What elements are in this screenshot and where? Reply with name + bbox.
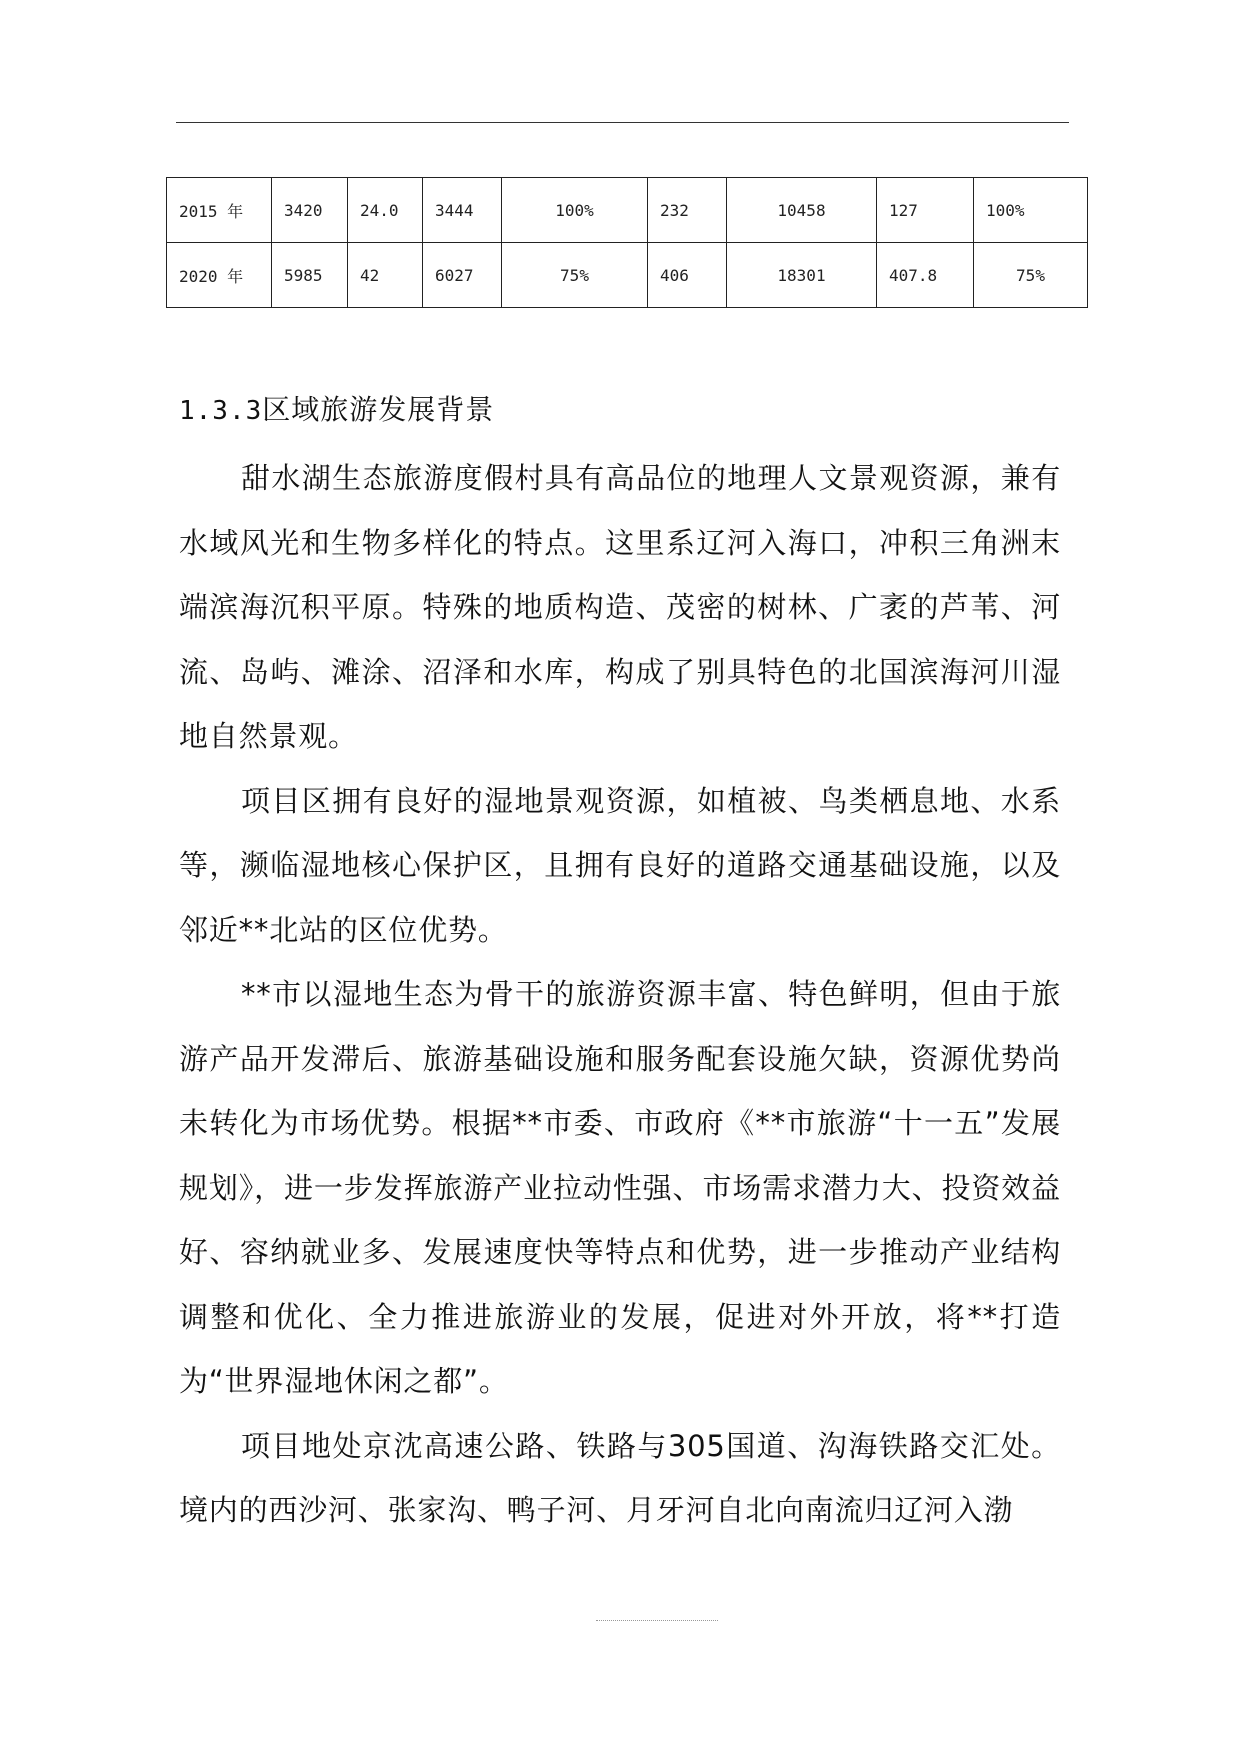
table-cell: 100% — [502, 178, 648, 243]
table-cell: 2020 年 — [167, 243, 272, 308]
table-cell: 42 — [348, 243, 423, 308]
section-number: 1.3.3 — [179, 396, 263, 426]
header-rule — [176, 122, 1069, 123]
table-cell: 127 — [877, 178, 974, 243]
body-text — [179, 446, 1061, 1543]
table-cell: 2015 年 — [167, 178, 272, 243]
table-cell: 75% — [974, 243, 1088, 308]
table-row — [167, 178, 1088, 243]
table-cell: 406 — [648, 243, 727, 308]
section-title: 区域旅游发展背景 — [262, 393, 495, 426]
table-cell: 6027 — [423, 243, 502, 308]
table-cell: 18301 — [727, 243, 877, 308]
table-cell: 10458 — [727, 178, 877, 243]
paragraph: **市以湿地生态为骨干的旅游资源丰富、特色鲜明，但由于旅游产品开发滞后、旅游基础设施和服务配套设施欠缺，资源优势尚未转化为市场优势。根据**市委、市政府《**市旅游“十一五”发展规划》，进一步发挥旅游产业拉动性强、市场需求潜力大、投资效益好、容纳就业多、发展速度快等特点和优势，进一步推动产业结构调整和优化、全力推进旅游业的发展，促进对外开放，将**打造为“世界湿地休闲之都”。 — [179, 977, 1061, 1398]
table-row — [167, 243, 1088, 308]
statistics-table — [166, 177, 1088, 308]
paragraph: 项目地处京沈高速公路、铁路与305国道、沟海铁路交汇处。境内的西沙河、张家沟、鸭子河、月牙河自北向南流归辽河入渤 — [179, 1428, 1061, 1527]
table-cell: 75% — [502, 243, 648, 308]
footer-mark — [596, 1620, 718, 1621]
table-cell: 407.8 — [877, 243, 974, 308]
table-cell: 100% — [974, 178, 1088, 243]
table-cell: 5985 — [272, 243, 348, 308]
paragraph: 甜水湖生态旅游度假村具有高品位的地理人文景观资源，兼有水域风光和生物多样化的特点。这里系辽河入海口，冲积三角洲末端滨海沉积平原。特殊的地质构造、茂密的树林、广袤的芦苇、河流、岛屿、滩涂、沼泽和水库，构成了别具特色的北国滨海河川湿地自然景观。 — [179, 461, 1061, 753]
section-heading — [179, 392, 494, 429]
table-cell: 232 — [648, 178, 727, 243]
table-cell: 3444 — [423, 178, 502, 243]
paragraph: 项目区拥有良好的湿地景观资源，如植被、鸟类栖息地、水系等，濒临湿地核心保护区，且拥有良好的道路交通基础设施，以及邻近**北站的区位优势。 — [179, 783, 1061, 947]
table-cell: 24.0 — [348, 178, 423, 243]
table-cell: 3420 — [272, 178, 348, 243]
